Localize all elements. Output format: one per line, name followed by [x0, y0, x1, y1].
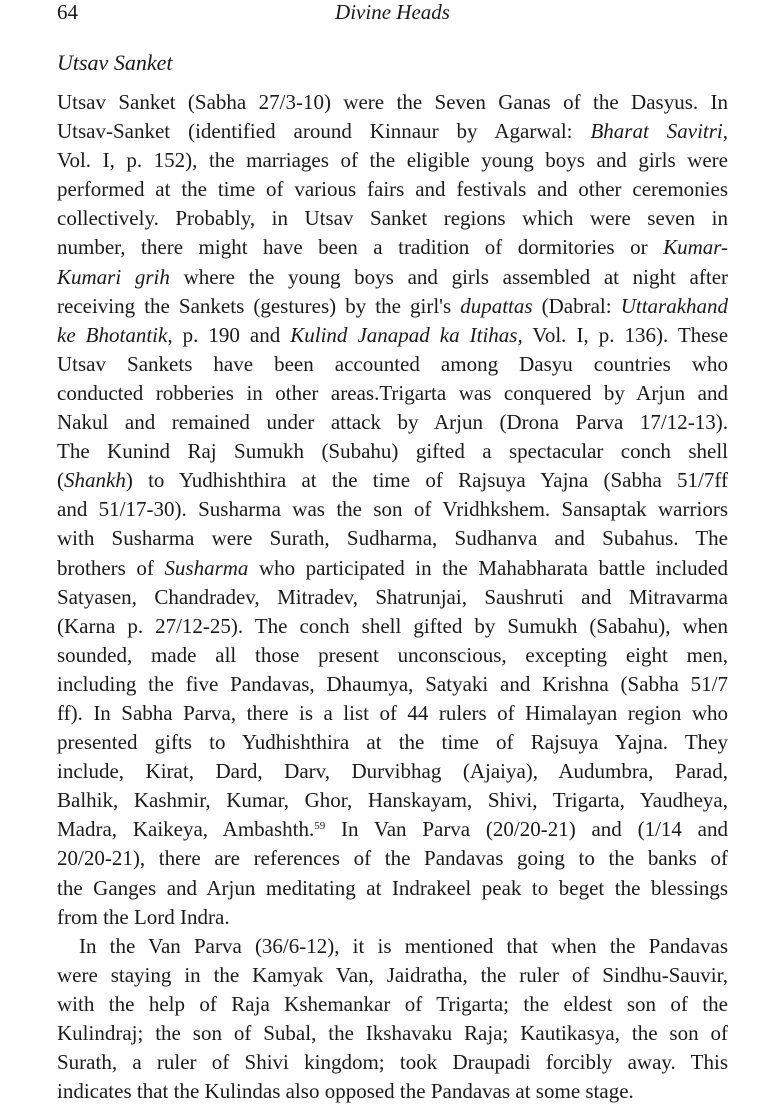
text-line [57, 670, 728, 699]
text-span: (Karna p. 27/12-25). The conch shell gifted by Sumukh (Sabahu), when [57, 613, 728, 638]
text-span: ff). In Sabha Parva, there is a list of 44 rulers of Himalayan region who [57, 700, 728, 725]
text-span: including the five Pandavas, Dhaumya, Satyaki and Krishna (Sabha 51/7 [57, 671, 728, 696]
text-span: Vol. I, p. 136). These [522, 322, 729, 347]
text-span: Madra, Kaikeya, Ambashth. [57, 817, 315, 842]
text-line [57, 408, 728, 437]
text-span: , p. 190 and [167, 322, 291, 347]
text-span: , [722, 119, 728, 144]
text-line [57, 466, 728, 495]
text-line [57, 612, 728, 641]
book-title: Divine Heads [335, 0, 450, 24]
italic-text: Kulind Janapad ka Itihas, [290, 322, 523, 347]
text-line [57, 583, 728, 612]
text-span: from the Lord Indra. [57, 904, 230, 929]
text-span: number, there might have been a tradition of dormitories or [57, 235, 664, 260]
text-span: were staying in the Kamyak Van, Jaidratha, the ruler of Sindhu-Sauvir, [57, 962, 728, 987]
text-line [57, 175, 728, 204]
text-line [57, 1019, 728, 1048]
text-line [57, 641, 728, 670]
text-line [57, 844, 728, 873]
text-line [57, 321, 728, 350]
text-span: who participated in the Mahabharata battle included [248, 555, 728, 580]
text-line [57, 204, 728, 233]
text-span: Nakul and remained under attack by Arjun (Drona Parva 17/12-13). [57, 410, 728, 435]
italic-text: Susharma [164, 555, 249, 580]
text-span: ( [57, 468, 64, 493]
text-span: conducted robberies in other areas.Trigarta was conquered by Arjun and [57, 380, 728, 405]
text-span: Utsav Sanket (Sabha 27/3-10) were the Seven Ganas of the Dasyus. In [57, 90, 728, 114]
text-span: Satyasen, Chandradev, Mitradev, Shatrunjai, Saushruti and Mitravarma [57, 584, 728, 609]
text-line [57, 292, 728, 321]
italic-text: Shankh [64, 468, 126, 493]
text-span: receiving the Sankets (gestures) by the girl's [57, 293, 461, 318]
text-span: (Dabral: [532, 293, 621, 318]
text-line [57, 728, 728, 757]
text-line [57, 1077, 728, 1106]
text-span: presented gifts to Yudhishthira at the time of Rajsuya Yajna. They [57, 730, 728, 755]
text-span: where the young boys and girls assembled at night after [169, 264, 729, 289]
text-line [57, 437, 728, 466]
text-line [57, 1048, 728, 1077]
text-line [57, 757, 728, 786]
text-span: sounded, made all those present unconscious, excepting eight men, [57, 642, 728, 667]
text-span: Vol. I, p. 152), the marriages of the eligible young boys and girls were [57, 148, 728, 173]
text-span: Kulindraj; the son of Subal, the Ikshavaku Raja; Kautikasya, the son of [57, 1021, 728, 1045]
italic-text: Kumar- [663, 235, 728, 260]
italic-text: Uttarakhand [620, 293, 729, 318]
text-span: 20/20-21), there are references of the Pandavas going to the banks of [57, 846, 728, 871]
page-number: 64 [57, 0, 78, 24]
text-span: Surath, a ruler of Shivi kingdom; took Draupadi forcibly away. This [57, 1050, 728, 1075]
text-span: and 51/17-30). Susharma was the son of Vridhkshem. Sansaptak warriors [57, 497, 728, 522]
text-line [57, 932, 728, 961]
text-line [57, 117, 728, 146]
running-header [57, 0, 728, 26]
section-title: Utsav Sanket [57, 50, 173, 75]
text-line [57, 350, 728, 379]
text-line [57, 874, 728, 903]
text-span: with the help of Raja Kshemankar of Trigarta; the eldest son of the [57, 991, 728, 1016]
body-text [57, 88, 728, 1106]
text-line [57, 146, 728, 175]
text-line [57, 88, 728, 117]
text-line [57, 815, 728, 844]
text-line [57, 263, 728, 292]
italic-text: Kumari grih [57, 264, 170, 289]
text-span: with Susharma were Surath, Sudharma, Sudhanva and Subahus. The [57, 526, 728, 551]
footnote-ref: 59 [314, 820, 326, 833]
text-span: In Van Parva (20/20-21) and (1/14 and [325, 817, 728, 842]
text-span: collectively. Probably, in Utsav Sanket regions which were seven in [57, 206, 728, 231]
text-span: ) to Yudhishthira at the time of Rajsuya Yajna (Sabha 51/7ff [125, 468, 728, 493]
text-span: Balhik, Kashmir, Kumar, Ghor, Hanskayam, Shivi, Trigarta, Yaudheya, [57, 788, 728, 813]
italic-text: ke Bhotantik [57, 322, 168, 347]
text-span: performed at the time of various fairs and festivals and other ceremonies [57, 177, 728, 202]
text-line [57, 233, 728, 262]
text-line [57, 990, 728, 1019]
text-line [57, 786, 728, 815]
text-line [57, 524, 728, 553]
text-span: the Ganges and Arjun meditating at Indrakeel peak to beget the blessings [57, 875, 728, 900]
text-line [57, 961, 728, 990]
text-span: brothers of [57, 555, 165, 580]
text-line [57, 699, 728, 728]
text-span: include, Kirat, Dard, Darv, Durvibhag (Ajaiya), Audumbra, Parad, [57, 759, 728, 784]
text-line [57, 903, 728, 932]
text-span: Utsav Sankets have been accounted among Dasyu countries who [57, 351, 728, 376]
text-span: The Kunind Raj Sumukh (Subahu) gifted a spectacular conch shell [57, 439, 728, 464]
text-span: Utsav-Sanket (identified around Kinnaur by Agarwal: [57, 119, 591, 144]
text-line [57, 379, 728, 408]
italic-text: dupattas [460, 293, 533, 318]
text-span: indicates that the Kulindas also opposed the Pandavas at some stage. [57, 1079, 634, 1104]
text-span: In the Van Parva (36/6-12), it is mentioned that when the Pandavas [79, 933, 728, 958]
italic-text: Bharat Savitri [590, 119, 723, 144]
text-line [57, 495, 728, 524]
text-line [57, 554, 728, 583]
